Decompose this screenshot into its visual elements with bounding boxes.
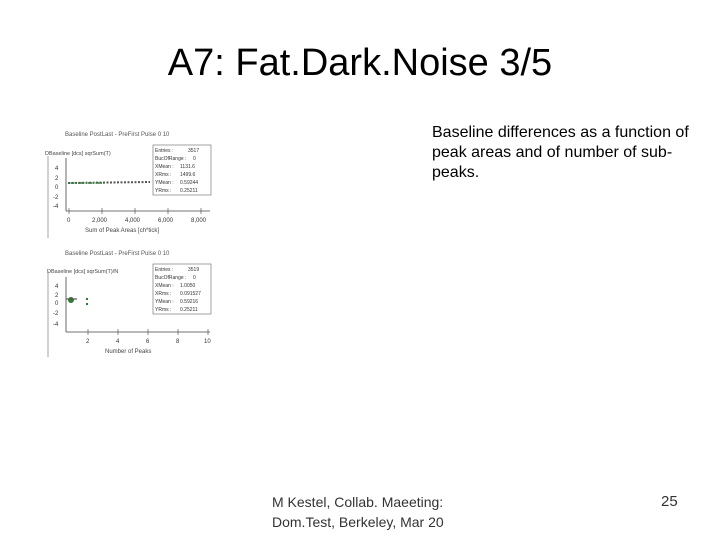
footer-line: Dom.Test, Berkeley, Mar 20	[272, 514, 444, 530]
stat-value: 1131.6	[180, 164, 195, 170]
stat-value: 0	[193, 156, 196, 162]
plot-baseline-vs-peak-area	[45, 128, 225, 248]
y-tick-label: -4	[53, 204, 59, 210]
x-tick-label: 0	[67, 218, 71, 224]
stat-value: 0.59244	[180, 180, 199, 186]
x-tick-label: 4,000	[125, 218, 141, 224]
page-number: 25	[661, 493, 678, 510]
stat-label: YMean :	[155, 299, 174, 305]
data-cluster	[68, 297, 74, 303]
stat-label: Entries :	[155, 267, 174, 273]
x-tick-label: 10	[204, 339, 211, 345]
stat-value: 0.25211	[180, 188, 198, 194]
stat-value: 0.091527	[180, 291, 201, 297]
plot-title: Baseline PostLast - PreFirst Pulse 0 10	[65, 251, 170, 257]
stat-value: 0.25211	[180, 307, 198, 313]
y-tick-label: 0	[55, 185, 59, 191]
y-tick-label: 4	[55, 284, 59, 290]
stat-label: YRms :	[155, 307, 172, 313]
stat-label: BucOfRange :	[155, 275, 187, 281]
plot-y-label: DBaseline [dcs] sqrSum(T)	[45, 151, 111, 157]
plot-y-label: DBaseline [dcs] sqrSum(T)/N	[47, 269, 119, 275]
stat-label: YMean :	[155, 180, 174, 186]
x-tick-label: 6,000	[158, 218, 174, 224]
footer-line: M Kestel, Collab. Maeeting:	[272, 494, 444, 510]
x-tick-label: 2,000	[92, 218, 108, 224]
data-point	[86, 303, 88, 305]
x-tick-label: 2	[86, 339, 90, 345]
plot-baseline-vs-num-peaks	[45, 247, 225, 367]
x-tick-label: 8	[176, 339, 180, 345]
stat-value: 1499.6	[180, 172, 196, 178]
y-tick-label: -2	[53, 195, 59, 201]
y-tick-label: 4	[55, 166, 59, 172]
stat-label: XRms :	[155, 172, 172, 178]
slide-footer	[272, 492, 444, 532]
stat-label: BucOfRange :	[155, 156, 187, 162]
stat-label: YRms :	[155, 188, 172, 194]
slide-title: A7: Fat.Dark.Noise 3/5	[167, 42, 553, 84]
plot-title: Baseline PostLast - PreFirst Pulse 0 10	[65, 132, 170, 138]
y-tick-label: 2	[55, 176, 59, 182]
stat-value: 1.0050	[180, 283, 196, 289]
stat-label: XMean :	[155, 283, 174, 289]
stat-value: 0.59216	[180, 299, 199, 305]
x-tick-label: 6	[146, 339, 150, 345]
stat-value: 3519	[188, 267, 200, 273]
plot-x-label: Number of Peaks	[105, 349, 152, 355]
stat-label: XMean :	[155, 164, 174, 170]
x-tick-label: 8,000	[191, 218, 207, 224]
y-tick-label: 2	[55, 293, 59, 299]
y-tick-label: -4	[53, 322, 59, 328]
data-point	[86, 298, 88, 300]
data-band	[68, 182, 150, 183]
y-tick-label: -2	[53, 311, 59, 317]
slide-description: Baseline differences as a function of peak areas and of number of sub-peaks.	[432, 124, 689, 181]
stat-label: XRms :	[155, 291, 172, 297]
stat-value: 3517	[188, 148, 200, 154]
y-tick-label: 0	[55, 301, 59, 307]
x-tick-label: 4	[116, 339, 120, 345]
stat-value: 0	[193, 275, 196, 281]
stat-label: Entries :	[155, 148, 174, 154]
plot-x-label: Sum of Peak Areas [ch*tick]	[85, 228, 160, 234]
